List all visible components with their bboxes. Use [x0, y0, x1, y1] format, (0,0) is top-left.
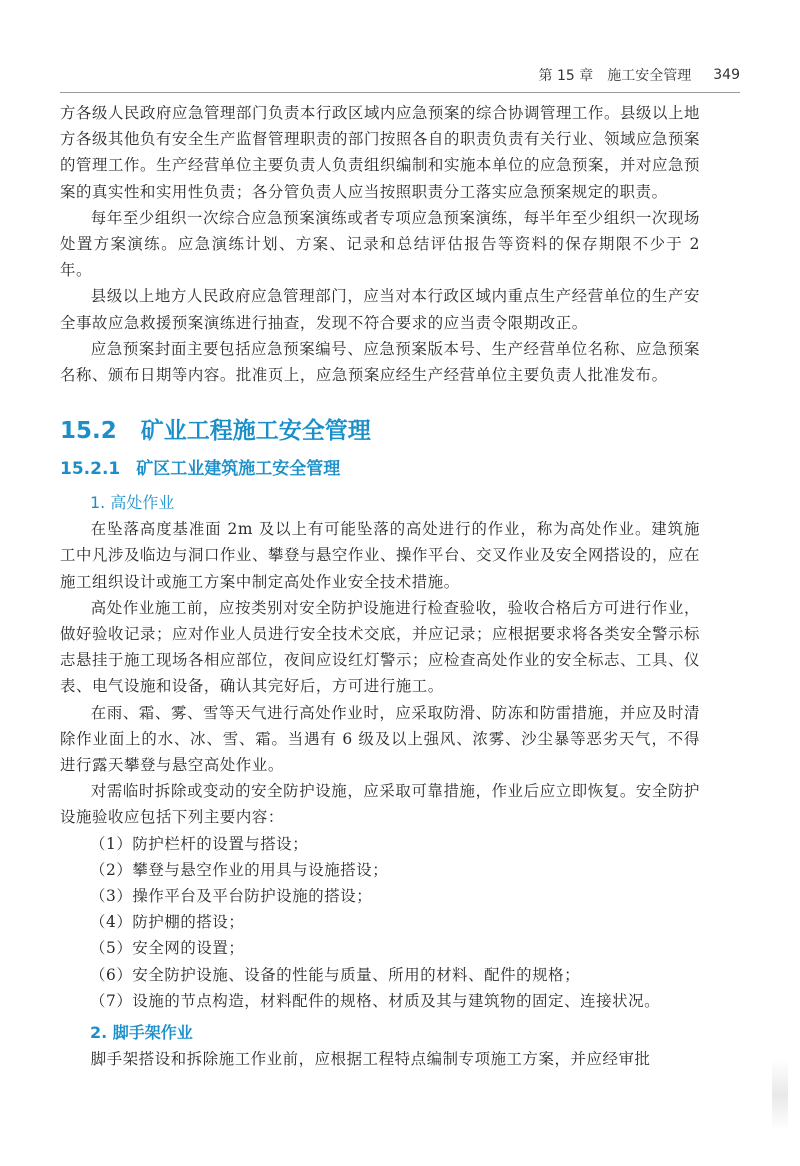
section-number: 15.2 — [60, 418, 117, 445]
paragraph: 在雨、霜、雾、雪等天气进行高处作业时，应采取防滑、防冻和防雷措施，并应及时清除作业面上的水、冰、雪、霜。当遇有 6 级及以上强风、浓雾、沙尘暴等恶劣天气，不得进行露天攀登与悬空高处作业。 — [60, 703, 700, 775]
page-number: 349 — [713, 67, 740, 83]
section-heading — [60, 414, 700, 448]
paragraph: 在坠落高度基准面 2m 及以上有可能坠落的高处进行的作业，称为高处作业。建筑施工中凡涉及临边与洞口作业、攀登与悬空作业、操作平台、交叉作业及安全网搭设的，应在施工组织设计或施工方案中制定高处作业安全技术措施。 — [60, 520, 700, 591]
list-item: （7）设施的节点构造，材料配件的规格、材质及其与建筑物的固定、连接状况。 — [90, 991, 661, 1010]
list-item: （1）防护栏杆的设置与搭设； — [90, 834, 309, 853]
inspection-list — [60, 831, 700, 1014]
paragraph: 应急预案封面主要包括应急预案编号、应急预案版本号、生产经营单位名称、应急预案名称、颁布日期等内容。批准页上，应急预案应经生产经营单位主要负责人批准发布。 — [60, 339, 700, 385]
subsection-number: 15.2.1 — [60, 459, 121, 480]
topic-heading-high-work: 1. 高处作业 — [90, 493, 175, 513]
paragraph: 高处作业施工前，应按类别对安全防护设施进行检查验收，验收合格后方可进行作业，做好验收记录；应对作业人员进行安全技术交底，并应记录；应根据要求将各类安全警示标志悬挂于施工现场各相应部位，夜间应设红灯警示；应检查高处作业的安全标志、工具、仪表、电气设施和设备，确认其完好后，方可进行施工。 — [60, 598, 700, 696]
subsection-heading — [60, 454, 700, 484]
list-item: （2）攀登与悬空作业的用具与设施搭设； — [90, 860, 389, 879]
chapter-title: 第 15 章 施工安全管理 — [538, 68, 692, 84]
paragraph: 对需临时拆除或变动的安全防护设施，应采取可靠措施，作业后应立即恢复。安全防护设施验收应包括下列主要内容： — [60, 782, 700, 827]
list-item: （6）安全防护设施、设备的性能与质量、所用的材料、配件的规格； — [90, 965, 581, 984]
paragraph: 方各级人民政府应急管理部门负责本行政区域内应急预案的综合协调管理工作。县级以上地方各级其他负有安全生产监督管理职责的部门按照各自的职责负责有关行业、领域应急预案的管理工作。生产经营单位主要负责人负责组织编制和实施本单位的应急预案，并对应急预案的真实性和实用性负责；各分管负责人应当按照职责分工落实应急预案规定的职责。 — [60, 104, 700, 201]
header-divider — [60, 92, 740, 93]
list-item: （3）操作平台及平台防护设施的搭设； — [90, 887, 373, 906]
running-header — [60, 60, 740, 90]
scan-edge-shadow — [772, 1060, 788, 1130]
paragraph: 每年至少组织一次综合应急预案演练或者专项应急预案演练，每半年至少组织一次现场处置方案演练。应急演练计划、方案、记录和总结评估报告等资料的保存期限不少于 2 年。 — [60, 208, 700, 280]
paragraph: 脚手架搭设和拆除施工作业前，应根据工程特点编制专项施工方案，并应经审批 — [90, 1050, 651, 1069]
topic-heading-scaffold: 2. 脚手架作业 — [90, 1023, 193, 1043]
list-item: （5）安全网的设置； — [90, 939, 245, 958]
paragraph: 县级以上地方人民政府应急管理部门，应当对本行政区域内重点生产经营单位的生产安全事故应急救援预案演练进行抽查，发现不符合要求的应当责令限期改正。 — [60, 287, 700, 332]
page-body — [60, 100, 700, 1072]
list-item: （4）防护棚的搭设； — [90, 913, 245, 932]
section-title: 矿业工程施工安全管理 — [140, 418, 371, 445]
subsection-title: 矿区工业建筑施工安全管理 — [136, 459, 341, 480]
